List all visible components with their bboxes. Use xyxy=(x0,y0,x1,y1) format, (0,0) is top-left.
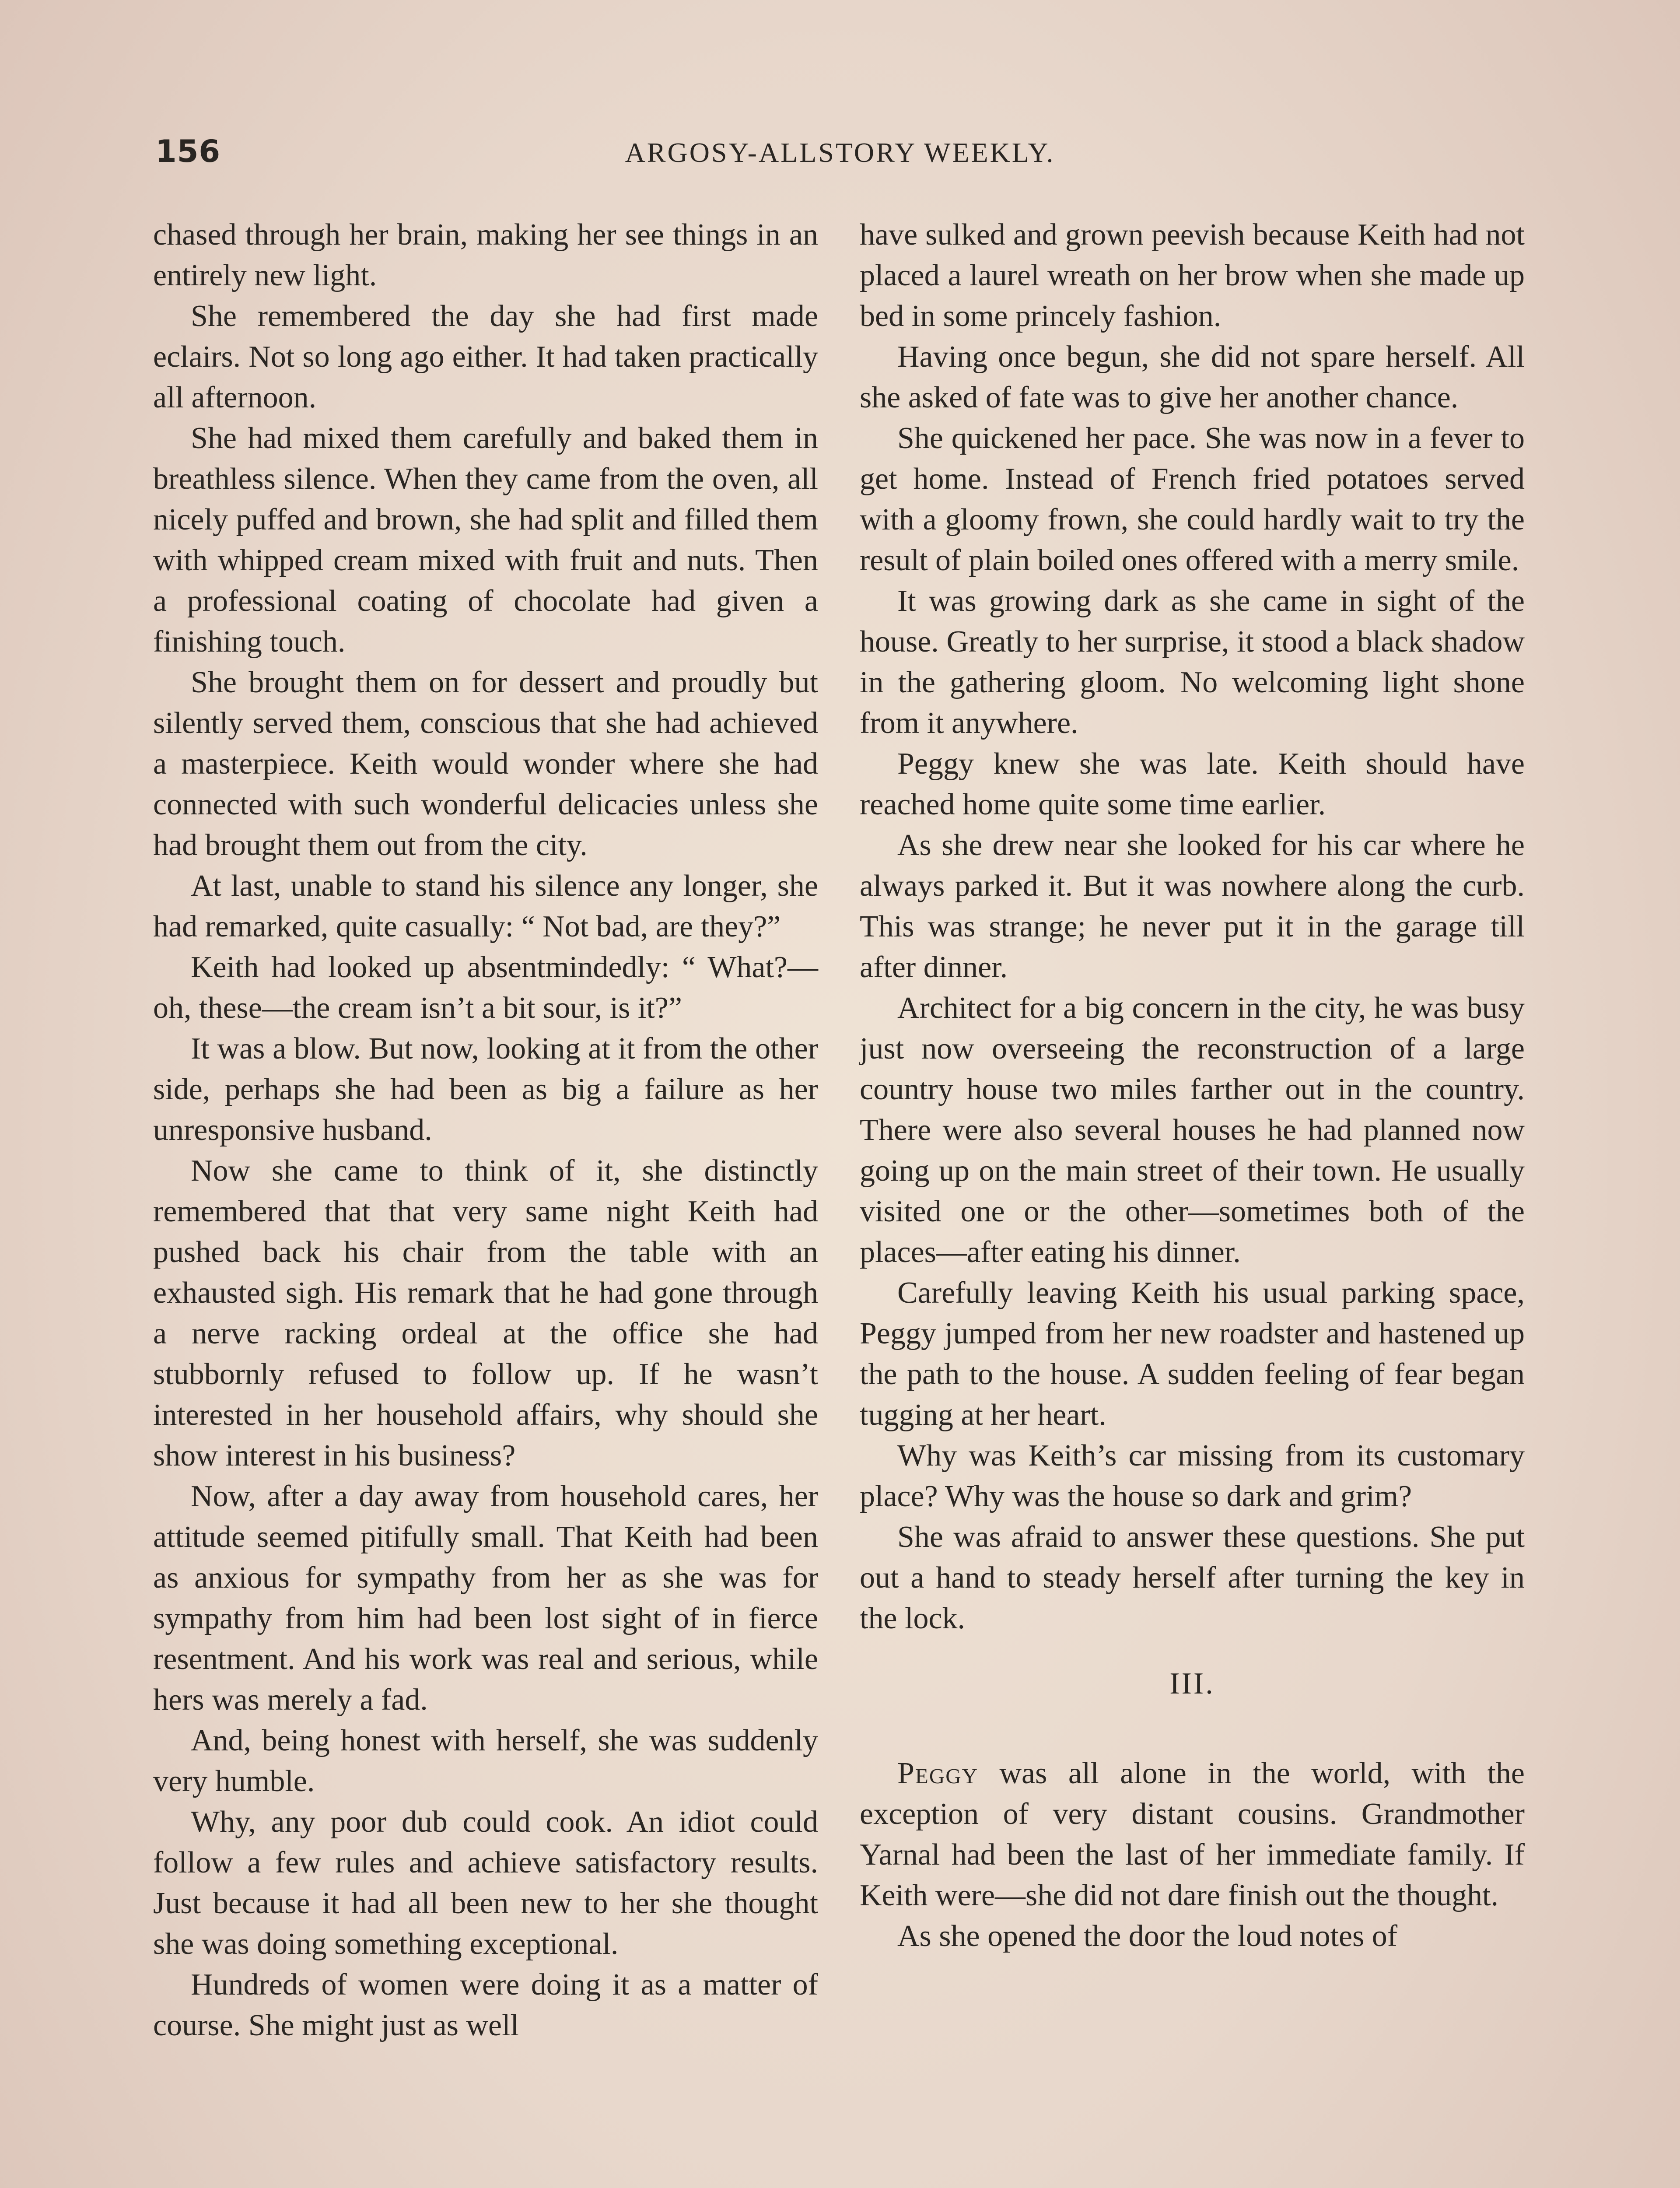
paragraph: Why was Keith’s car missing from its customary place? Why was the house so dark and grim? xyxy=(860,1439,1525,1513)
paragraph: Carefully leaving Keith his usual parking space, Peggy jumped from her new roadster and hastened up the path to the house. A sudden feeling of fear began tugging at her heart. xyxy=(860,1276,1525,1432)
paragraph: As she drew near she looked for his car where he always parked it. But it was nowhere along the curb. This was strange; he never put it in the garage till after dinner. xyxy=(860,828,1525,984)
paragraph-text: was all alone in the world, with the exception of very distant cousins. Grandmother Yarnal had been the last of her immediate family. If Keith were—she did not dare finish out the thought. xyxy=(860,1757,1525,1912)
right-column xyxy=(860,214,1525,1957)
paragraph: She brought them on for dessert and proudly but silently served them, conscious that she had achieved a masterpiece. Keith would wonder where she had connected with such wonderful delicacies unless she had brought them out from the city. xyxy=(153,666,818,862)
paragraph: Having once begun, she did not spare herself. All she asked of fate was to give her another chance. xyxy=(860,340,1525,414)
running-head: ARGOSY-ALLSTORY WEEKLY. xyxy=(625,137,1055,168)
paragraph: Now she came to think of it, she distinctly remembered that that very same night Keith had pushed back his chair from the table with an exhausted sigh. His remark that he had gone through a nerve racking ordeal at the office she had stubbornly refused to follow up. If he wasn’t interested in her household affairs, why should she show interest in his business? xyxy=(153,1154,818,1473)
paragraph: At last, unable to stand his silence any longer, she had remarked, quite casually: “ Not bad, are they?” xyxy=(153,869,818,943)
paragraph: She remembered the day she had first made eclairs. Not so long ago either. It had taken practically all afternoon. xyxy=(153,299,818,414)
paragraph: Why, any poor dub could cook. An idiot could follow a few rules and achieve satisfactory results. Just because it had all been new to her she thought she was doing something exceptional. xyxy=(153,1805,818,1961)
paragraph: have sulked and grown peevish because Keith had not placed a laurel wreath on her brow when she made up bed in some princely fashion. xyxy=(860,218,1525,333)
paragraph: And, being honest with herself, she was suddenly very humble. xyxy=(153,1724,818,1798)
paragraph: She quickened her pace. She was now in a fever to get home. Instead of French fried potatoes served with a gloomy frown, she could hardly wait to try the result of plain boiled ones offered with a merry smile. xyxy=(860,421,1525,577)
paragraph: She had mixed them carefully and baked them in breathless silence. When they came from the oven, all nicely puffed and brown, she had split and filled them with whipped cream mixed with fruit and nuts. Then a professional coating of chocolate had given a finishing touch. xyxy=(153,421,818,659)
chapter-heading: III. xyxy=(1169,1667,1215,1701)
paragraph: chased through her brain, making her see things in an entirely new light. xyxy=(153,218,818,292)
paragraph: It was a blow. But now, looking at it from the other side, perhaps she had been as big a failure as her unresponsive husband. xyxy=(153,1032,818,1147)
lead-word: Peggy xyxy=(897,1757,979,1790)
paragraph: Now, after a day away from household cares, her attitude seemed pitifully small. That Keith had been as anxious for sympathy from her as she was for sympathy from him had been lost sight of in fierce resentment. And his work was real and serious, while hers was merely a fad. xyxy=(153,1480,818,1717)
paragraph: Hundreds of women were doing it as a matter of course. She might just as well xyxy=(153,1968,818,2042)
paragraph: Peggy knew she was late. Keith should have reached home quite some time earlier. xyxy=(860,747,1525,821)
paragraph: She was afraid to answer these questions. She put out a hand to steady herself after turning the key in the lock. xyxy=(860,1520,1525,1635)
paragraph: As she opened the door the loud notes of xyxy=(897,1919,1398,1953)
left-column xyxy=(153,214,818,2046)
paragraph: It was growing dark as she came in sight of the house. Greatly to her surprise, it stood a black shadow in the gathering gloom. No welcoming light shone from it anywhere. xyxy=(860,584,1525,740)
paragraph xyxy=(860,1753,1525,1916)
page-number: 156 xyxy=(155,133,221,169)
paragraph: Keith had looked up absentmindedly: “ What?—oh, these—the cream isn’t a bit sour, is it?” xyxy=(153,950,818,1025)
paragraph: Architect for a big concern in the city, he was busy just now overseeing the reconstruction of a large country house two miles farther out in the country. There were also several houses he had planned now going up on the main street of their town. He usually visited one or the other—sometimes both of the places—after eating his dinner. xyxy=(860,991,1525,1269)
